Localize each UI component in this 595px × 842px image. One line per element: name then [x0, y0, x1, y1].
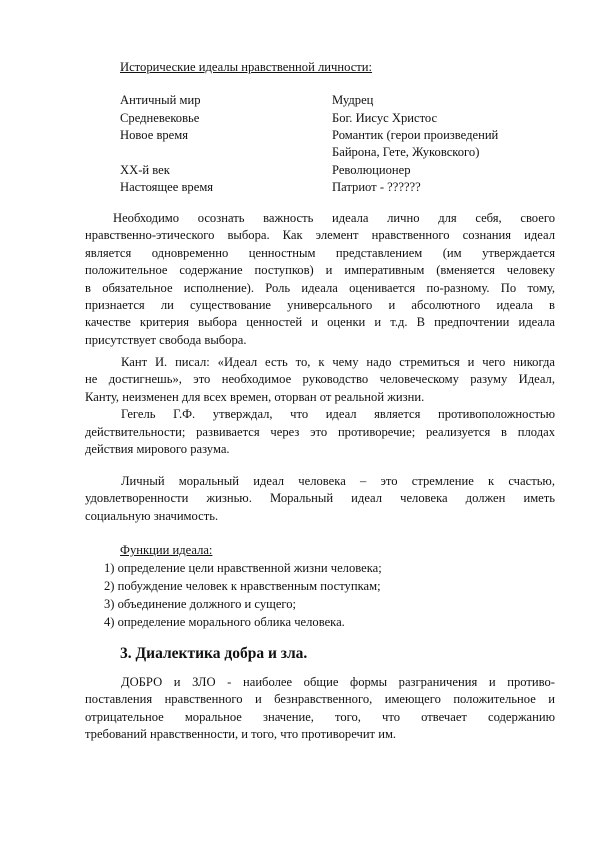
text-line: Гегель Г.Ф. утверждал, что идеал является противоположностью — [121, 407, 555, 422]
ideal-revolutionary: Революционер — [332, 163, 411, 177]
text-line: признается ли существование универсального и абсолютного идеала в — [85, 298, 555, 313]
era-modern-time: Новое время — [120, 128, 189, 142]
paragraph-kant-hegel — [85, 354, 555, 458]
list-item: 4) определение морального облика человека. — [104, 615, 345, 629]
ideal-patriot: Патриот - ?????? — [332, 180, 421, 194]
text-line: ДОБРО и ЗЛО - наиболее общие формы разграничения и противо- — [121, 675, 555, 689]
text-line: присутствует свобода выбора. — [85, 332, 247, 347]
list-item: 1) определение цели нравственной жизни человека; — [104, 561, 382, 575]
text-line: удовлетворенности жизнью. Моральный идеал человека должен иметь — [85, 491, 555, 506]
ideals-heading: Исторические идеалы нравственной личности: — [120, 60, 373, 74]
ideal-god: Бог. Иисус Христос — [332, 111, 438, 125]
paragraph-personal-ideal — [85, 473, 555, 525]
section-title: 3. Диалектика добра и зла. — [120, 645, 308, 662]
text-line: действительности; развивается через это противоречие; реализуется в плодах — [85, 424, 555, 439]
text-line: поставления нравственного и безнравственного, имеющего положительное и — [85, 692, 555, 707]
text-line: положительное содержание поступков) и императивным (вменяется человеку — [85, 263, 555, 278]
era-antiquity: Античный мир — [120, 93, 201, 107]
text-line: действия мирового разума. — [85, 442, 230, 457]
list-item: 3) объединение должного и сущего; — [104, 597, 297, 611]
ideal-romantic-cont: Байрона, Гете, Жуковского) — [332, 145, 480, 159]
era-present: Настоящее время — [120, 180, 214, 194]
text-line: нравственно-этического выбора. Как элемент нравственного сознания идеал — [85, 228, 555, 243]
functions-heading: Функции идеала: — [120, 543, 213, 557]
text-line: отрицательное моральное значение, того, что отвечает содержанию — [85, 709, 555, 724]
paragraph-ideal-importance — [85, 210, 555, 349]
text-line: в обязательное исполнение). Роль идеала оценивается по-разному. По тому, — [85, 280, 555, 295]
text-line: Канту, неизменен для всех времен, оторван от реальной жизни. — [85, 389, 425, 404]
text-line: Кант И. писал: «Идеал есть то, к чему надо стремиться и чего никогда — [121, 355, 555, 369]
text-line: социальную значимость. — [85, 508, 219, 523]
paragraph-good-evil — [85, 674, 555, 744]
list-item: 2) побуждение человек к нравственным поступкам; — [104, 579, 381, 593]
era-middle-ages: Средневековье — [120, 111, 200, 125]
text-line: Необходимо осознать важность идеала лично для себя, своего — [113, 211, 555, 225]
text-line: требований нравственности, и того, что противоречит им. — [85, 727, 397, 742]
text-line: качестве критерия выбора ценностей и оценки и т.д. В предпочтении идеала — [85, 315, 555, 330]
ideal-sage: Мудрец — [332, 93, 374, 107]
text-line: не достигнешь», это необходимое руководство человеческому разуму Идеал, — [85, 372, 555, 387]
text-line: Личный моральный идеал человека – это стремление к счастью, — [121, 474, 555, 488]
era-20th-century: XX-й век — [120, 163, 170, 177]
ideal-romantic: Романтик (герои произведений — [332, 128, 499, 142]
text-line: является одновременно ценностным представлением (им утверждается — [85, 245, 555, 260]
